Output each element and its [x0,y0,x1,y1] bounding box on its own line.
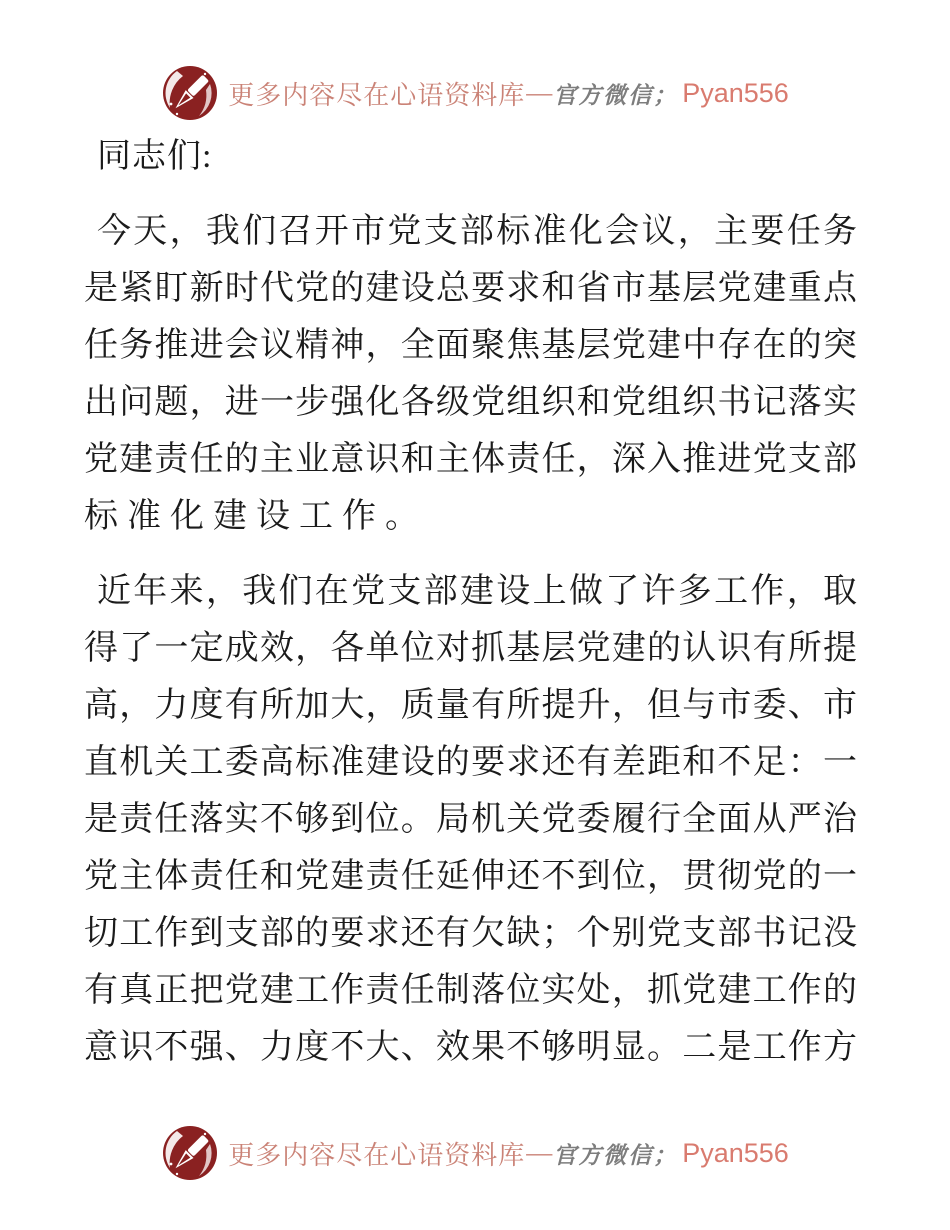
text-line: 是责任落实不够到位。局机关党委履行全面从严治 [84,801,858,838]
text-line: 任务推进会议精神，全面聚焦基层党建中存在的突 [84,327,858,364]
wechat-id: Pyan556 [682,1137,789,1168]
text-line: 党主体责任和党建责任延伸还不到位，贯彻党的一 [84,858,858,895]
document-body [0,128,950,1076]
text-line: 近年来，我们在党支部建设上做了许多工作，取 [97,573,858,610]
text-line: 高，力度有所加大，质量有所提升，但与市委、市 [84,687,858,724]
text-line: 今天，我们召开市党支部标准化会议，主要任务 [97,213,858,250]
header-banner [0,0,950,122]
paragraph [84,128,858,185]
wechat-label: 官方微信； [553,1142,679,1168]
text-line: 意识不强、力度不大、效果不够明显。二是工作方 [84,1029,858,1066]
text-line: 直机关工委高标准建设的要求还有差距和不足：一 [84,744,858,781]
text-line: 得了一定成效，各单位对抓基层党建的认识有所提 [84,630,858,667]
text-line: 有真正把党建工作责任制落位实处，抓党建工作的 [84,972,858,1009]
pen-nib-circle-logo [161,64,219,122]
pen-nib-circle-logo [161,1124,219,1182]
paragraph [84,203,858,545]
separator-dash: — [526,78,553,107]
text-line: 出问题，进一步强化各级党组织和党组织书记落实 [84,384,858,421]
wechat-id: Pyan556 [682,77,789,108]
text-line: 党建责任的主业意识和主体责任，深入推进党支部 [84,441,858,478]
text-line: 切工作到支部的要求还有欠缺；个别党支部书记没 [84,915,858,952]
text-line: 同志们: [97,138,213,175]
text-line: 是紧盯新时代党的建设总要求和省市基层党建重点 [84,270,858,307]
footer-banner [0,1124,950,1182]
brand-text: 更多内容尽在心语资料库 [228,1140,526,1170]
wechat-label: 官方微信； [553,82,679,108]
paragraph [84,563,858,1076]
separator-dash: — [526,1138,553,1167]
brand-text: 更多内容尽在心语资料库 [228,80,526,110]
text-line: 标准化建设工作。 [84,498,428,535]
